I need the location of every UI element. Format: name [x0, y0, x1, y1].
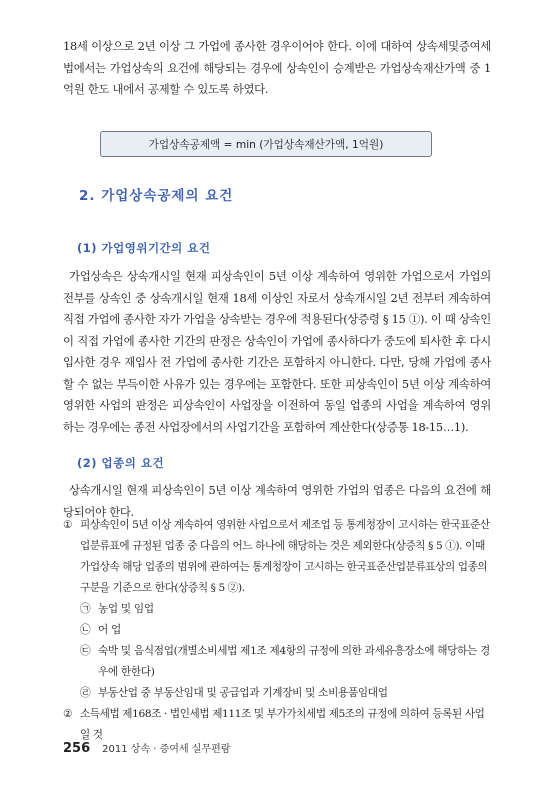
- formula-text: 가업상속공제액 = min (가업상속재산가액, 1억원): [148, 138, 384, 151]
- sub-list-item: [80, 683, 493, 704]
- intro-paragraph: 18세 이상으로 2년 이상 그 가업에 종사한 경우이어야 한다. 이에 대하여 상속세및증여세법에서는 가업상속의 요건에 해당되는 경우에 상속인이 승계받은 가업상속재산가액 중 1억원 한도 내에서 공제할 수 있도록 하였다.: [63, 39, 491, 96]
- section-heading: 2. 가업상속공제의 요건: [79, 188, 234, 204]
- sub-list-item-text: 부동산업 중 부동산임대 및 공급업과 기계장비 및 소비용품임대업: [98, 687, 388, 699]
- industry-requirement-list: [63, 515, 493, 746]
- business-period-paragraph: 가업상속은 상속개시일 현재 피상속인이 5년 이상 계속하여 영위한 가업으로서 가업의 전부를 상속인 중 상속개시일 현재 18세 이상인 자로서 상속개시일 2년 전부터 계속하여 직접 가업에 종사한 자가 가업을 상속받는 경우에 적용된다(상증령 § 15 ①). 이 때 상속인이 직접 가업에 종사한 기간의 판정은 상속인이 가업에 종사하다가 중도에 퇴사한 후 다시 입사한 경우 재입사 전 가업에 종사한 기간은 포함하지 아니한다. 다만, 당해 가업에 종사할 수 없는 부득이한 사유가 있는 경우에는 포함한다. 또한 피상속인이 5년 이상 계속하여 영위한 사업의 판정은 피상속인이 사업장을 이전하여 동일 업종의 사업을 계속하여 영위하는 경우에는 종전 사업장에서의 사업기간을 포함하여 계산한다(상증통 18-15…1).: [63, 269, 491, 434]
- footer-title: 2011 상속 · 증여세 실무편람: [102, 744, 231, 755]
- sub-list-item: [80, 599, 493, 620]
- industry-paragraph: 상속개시일 현재 피상속인이 5년 이상 계속하여 영위한 가업의 업종은 다음의 요건에 해당되어야 한다.: [63, 483, 491, 519]
- sub-list-item-marker: ㉡: [80, 624, 91, 636]
- sub-list-item: [80, 620, 493, 641]
- sub-list-item: [80, 641, 493, 683]
- sub-list-item-text: 숙박 및 음식점업(개별소비세법 제1조 제4항의 규정에 의한 과세유흥장소에 해당하는 경우에 한한다): [98, 645, 490, 678]
- page-number: 256: [63, 741, 91, 756]
- list-item-marker: ②: [63, 708, 73, 720]
- sub-list-item-marker: ㉠: [80, 603, 91, 615]
- sub-list-item-marker: ㉢: [80, 645, 91, 657]
- page-footer: [63, 740, 230, 756]
- sub-list-item-text: 농업 및 임업: [98, 603, 154, 615]
- subsection-heading-industry: (2) 업종의 요건: [77, 456, 165, 470]
- list-item-text: 피상속인이 5년 이상 계속하여 영위한 사업으로서 제조업 등 통계청장이 고시하는 한국표준산업분류표에 규정된 업종 중 다음의 어느 하나에 해당하는 것은 제외한다(상증칙 § 5 ①). 이때 가업상속 해당 업종의 범위에 관하여는 통계청장이 고시하는 한국표준산업분류표상의 업종의 구분을 기준으로 한다(상증칙 § 5 ②).: [80, 519, 490, 594]
- formula-box: [100, 131, 432, 157]
- list-item-text: 소득세법 제168조 · 법인세법 제111조 및 부가가치세법 제5조의 규정에 의하여 등록된 사업일 것: [80, 708, 485, 741]
- list-item-marker: ①: [63, 519, 73, 531]
- list-item: [63, 515, 493, 599]
- sub-list-item-text: 어 업: [98, 624, 121, 636]
- sub-list-item-marker: ㉣: [80, 687, 91, 699]
- subsection-heading-business-period: (1) 가업영위기간의 요건: [77, 241, 211, 255]
